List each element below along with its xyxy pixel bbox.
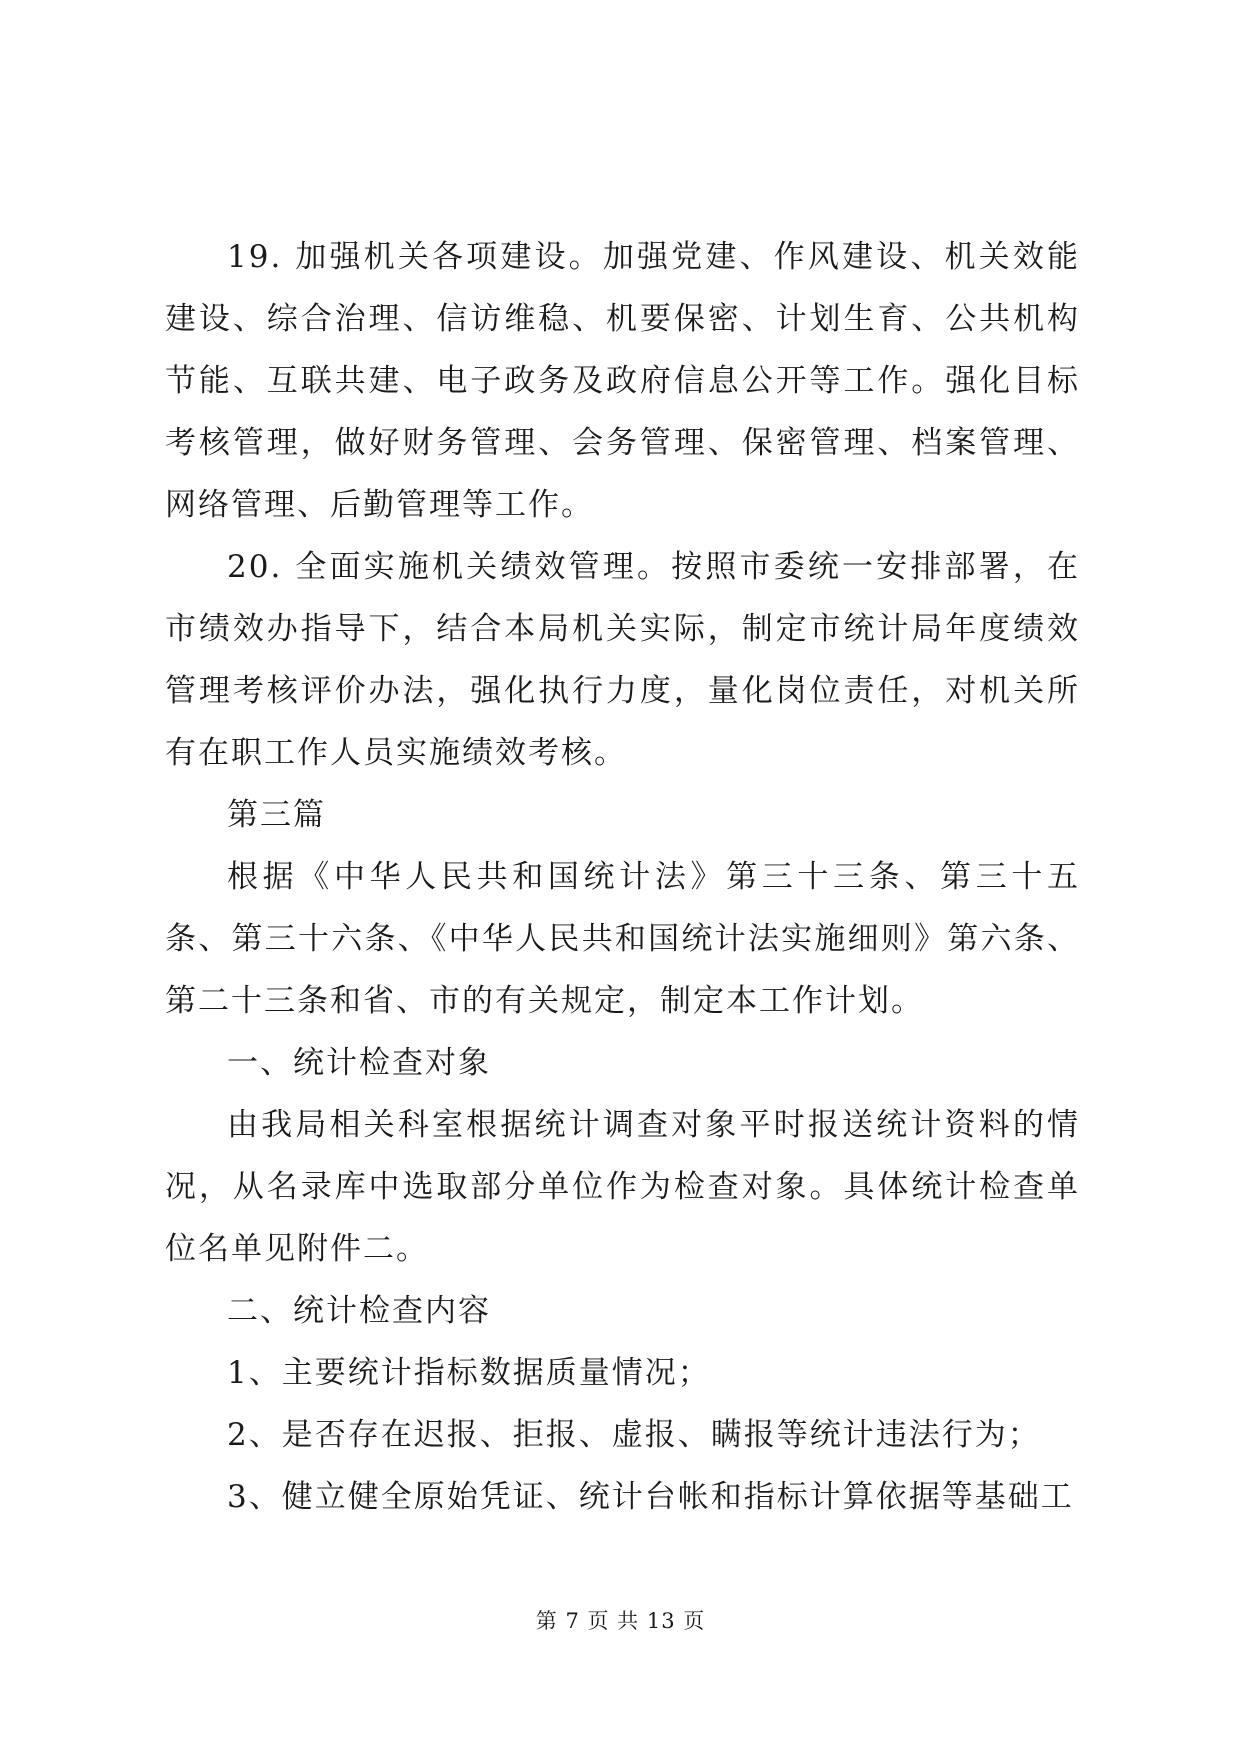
paragraph-item-19: 19. 加强机关各项建设。加强党建、作风建设、机关效能建设、综合治理、信访维稳、机要保密、计划生育、公共机构节能、互联共建、电子政务及政府信息公开等工作。强化目标考核管理，做好财务管理、会务管理、保密管理、档案管理、网络管理、后勤管理等工作。 bbox=[165, 239, 1080, 523]
paragraph-item-20: 20. 全面实施机关绩效管理。按照市委统一安排部署，在市绩效办指导下，结合本局机关实际，制定市统计局年度绩效管理考核评价办法，强化执行力度，量化岗位责任，对机关所有在职工作人员实施绩效考核。 bbox=[165, 549, 1080, 771]
list-item-1: 1、主要统计指标数据质量情况； bbox=[227, 1355, 711, 1391]
subheading-inspection-content: 二、统计检查内容 bbox=[227, 1293, 491, 1329]
list-item-3: 3、健立健全原始凭证、统计台帐和指标计算依据等基础工 bbox=[227, 1479, 1074, 1515]
paragraph-inspection-targets: 由我局相关科室根据统计调查对象平时报送统计资料的情况，从名录库中选取部分单位作为检查对象。具体统计检查单位名单见附件二。 bbox=[165, 1107, 1080, 1267]
section-heading: 第三篇 bbox=[227, 797, 326, 833]
document-body bbox=[165, 226, 1080, 1528]
list-item-2: 2、是否存在迟报、拒报、虚报、瞒报等统计违法行为； bbox=[227, 1417, 1041, 1453]
page-number-footer: 第 7 页 共 13 页 bbox=[535, 1609, 706, 1633]
intro-paragraph: 根据《中华人民共和国统计法》第三十三条、第三十五条、第三十六条、《中华人民共和国统计法实施细则》第六条、第二十三条和省、市的有关规定，制定本工作计划。 bbox=[165, 859, 1080, 1019]
subheading-inspection-targets: 一、统计检查对象 bbox=[227, 1045, 491, 1081]
